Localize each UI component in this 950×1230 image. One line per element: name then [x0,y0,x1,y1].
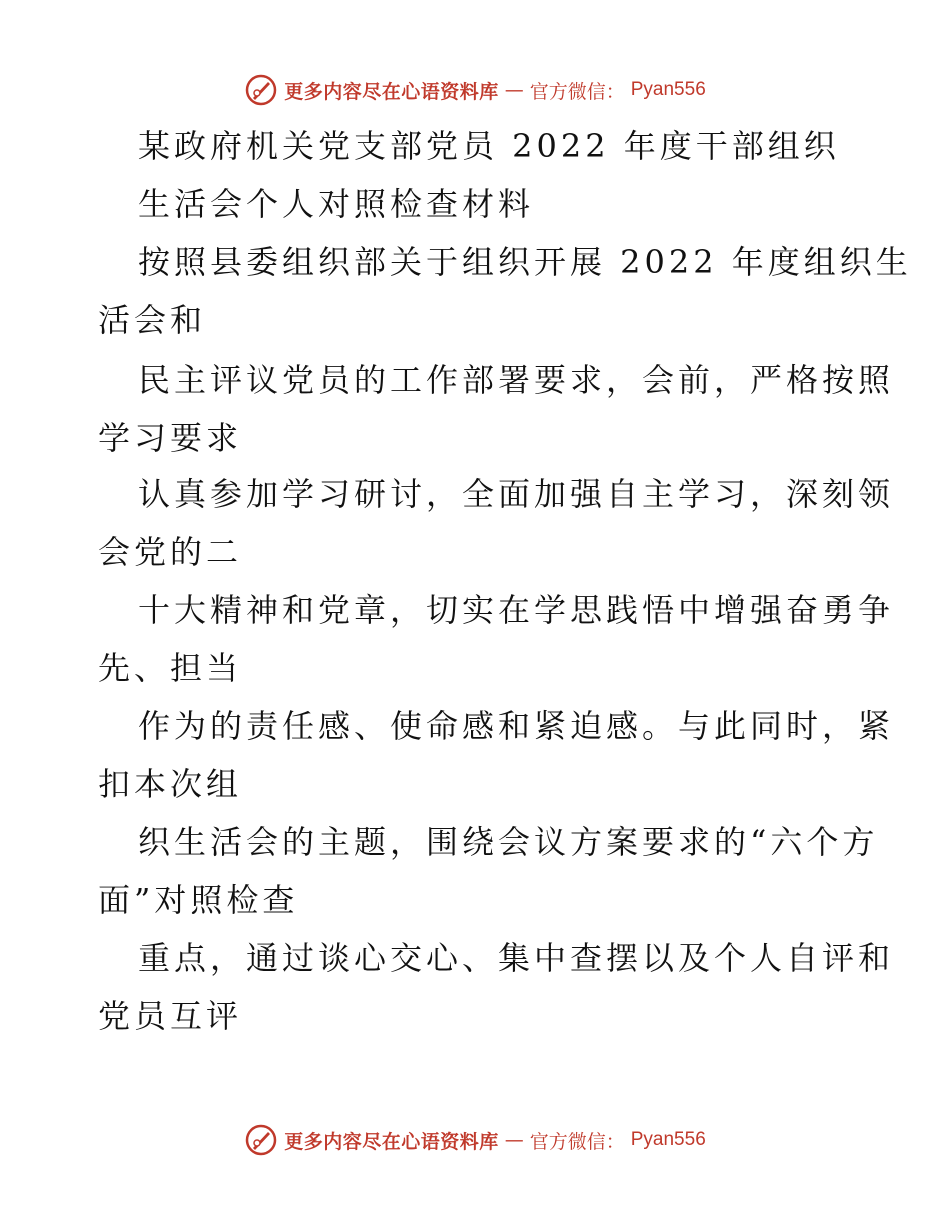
watermark-text: 更多内容尽在心语资料库 [284,80,499,103]
document-line: 某政府机关党支部党员 2022 年度干部组织 [138,127,840,165]
watermark-wechat-id: Pyan556 [630,1129,706,1150]
quill-seal-icon [244,73,278,107]
document-line: 民主评议党员的工作部署要求，会前，严格按照 [138,361,895,399]
watermark-wechat-id: Pyan556 [630,79,706,100]
document-line: 先、担当 [98,649,243,687]
document-line: 作为的责任感、使命感和紧迫感。与此同时，紧 [138,707,895,745]
document-line: 重点，通过谈心交心、集中查摆以及个人自评和 [138,939,895,977]
document-line: 党员互评 [98,997,243,1035]
quill-seal-icon [244,1123,278,1157]
document-line: 扣本次组 [98,765,243,803]
document-line: 学习要求 [98,419,243,457]
watermark-wechat-label: 官方微信： [529,80,625,103]
watermark-wechat-label: 官方微信： [529,1130,625,1153]
document-line: 织生活会的主题，围绕会议方案要求的“六个方 [138,823,879,861]
header-watermark [0,70,950,110]
watermark-text: 更多内容尽在心语资料库 [284,1130,499,1153]
document-line: 十大精神和党章，切实在学思践悟中增强奋勇争 [138,591,895,629]
watermark-separator: — [504,79,524,101]
document-line: 面”对照检查 [98,881,299,919]
document-line: 会党的二 [98,533,243,571]
document-line: 按照县委组织部关于组织开展 2022 年度组织生 [138,243,912,281]
document-line: 生活会个人对照检查材料 [138,185,535,223]
document-line: 活会和 [98,301,207,339]
watermark-separator: — [504,1129,524,1151]
document-line: 认真参加学习研讨，全面加强自主学习，深刻领 [138,475,895,513]
footer-watermark [0,1120,950,1160]
